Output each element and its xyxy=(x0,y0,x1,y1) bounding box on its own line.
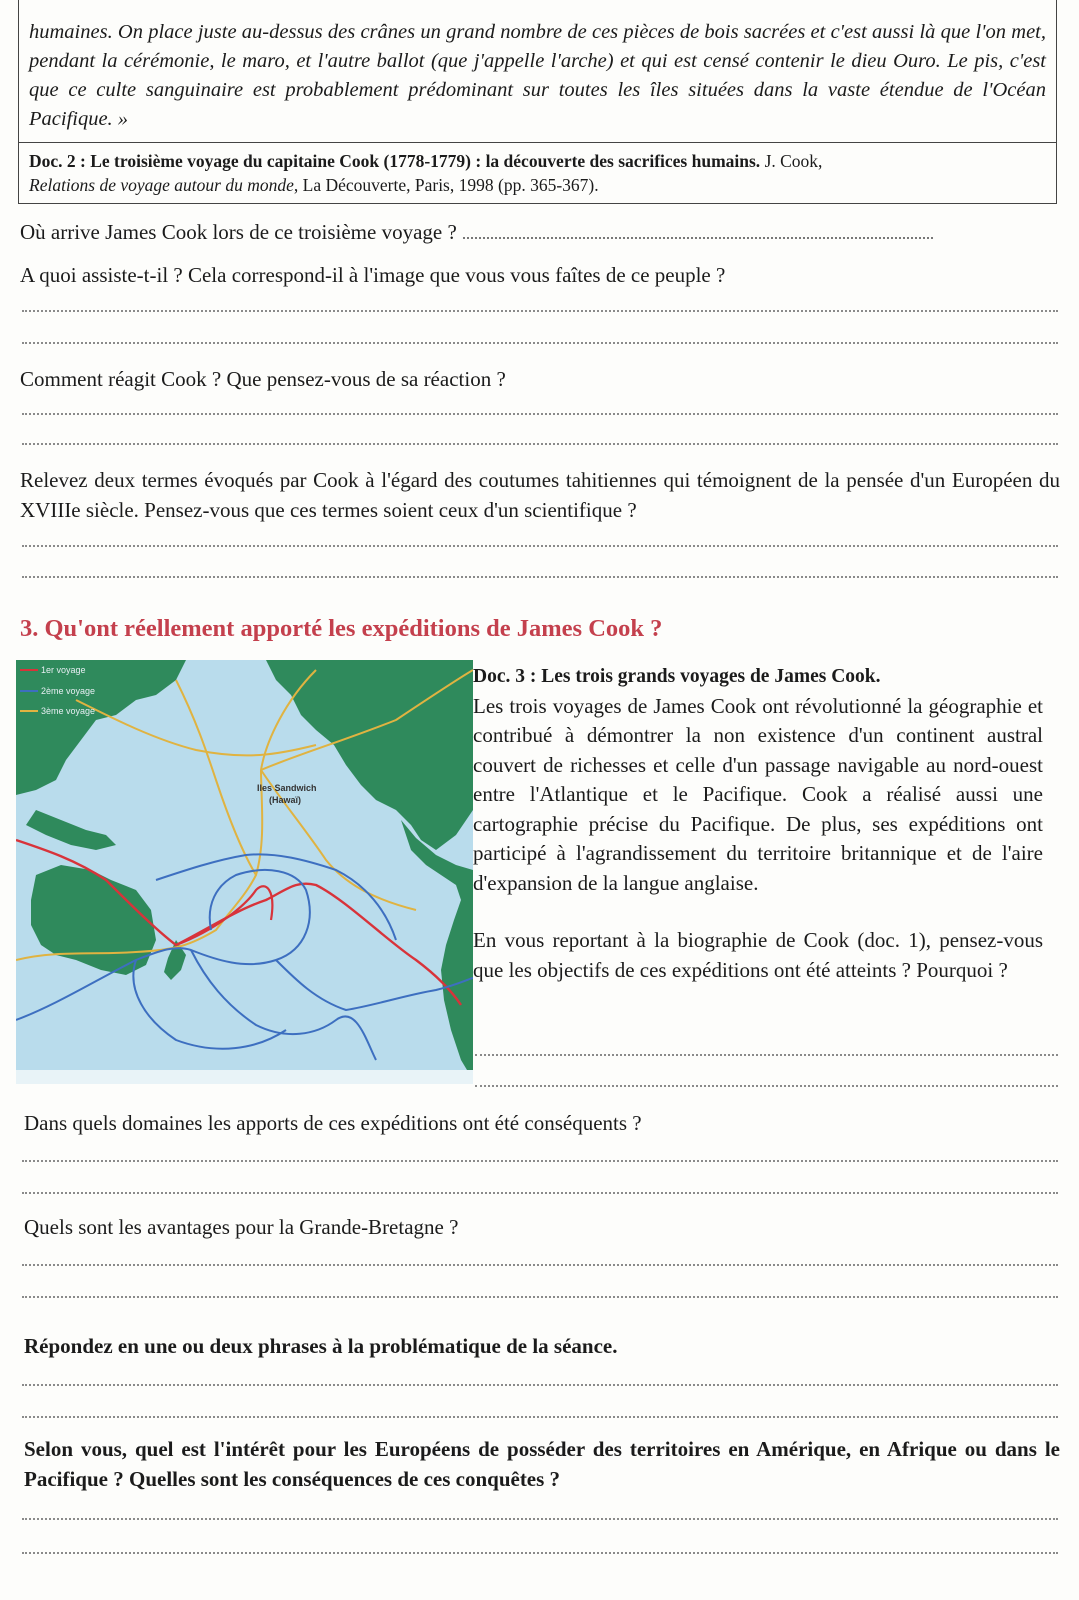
answer-line[interactable] xyxy=(22,1296,1058,1298)
map-label-sandwich: Iles Sandwich xyxy=(257,783,317,793)
map-legend-voyage-3: 3ème voyage xyxy=(41,706,96,716)
section-3-title: 3. Qu'ont réellement apporté les expéditions de James Cook ? xyxy=(20,615,663,642)
question-4: Relevez deux termes évoqués par Cook à l'égard des coutumes tahitiennes qui témoignent de la pensée d'un Européen du XVIIIe siècle. Pensez-vous que ces termes soient ceux d'un scientifique ? xyxy=(20,468,1060,522)
answer-line[interactable] xyxy=(22,1552,1058,1554)
doc2-caption xyxy=(19,142,1056,203)
answer-line[interactable] xyxy=(22,413,1058,415)
answer-line[interactable] xyxy=(475,1054,1058,1056)
answer-line[interactable] xyxy=(22,1416,1058,1418)
question-1-text: Où arrive James Cook lors de ce troisième voyage ? xyxy=(20,220,457,244)
doc2-box xyxy=(18,0,1057,204)
question-1 xyxy=(20,217,1060,247)
answer-line[interactable] xyxy=(22,576,1058,578)
doc2-quote: humaines. On place juste au-dessus des crânes un grand nombre de ces pièces de bois sacrées et c'est aussi là que l'on met, pendant la cérémonie, le maro, et l'autre ballot (que j'appelle l'arche) et qui est censé contenir le dieu Ouro. Le pis, c'est que ce culte sanguinaire est probablement prédominant sur toutes les îles situées dans la vaste étendue de l'Océan Pacifique. » xyxy=(29,21,1046,130)
question-2: A quoi assiste-t-il ? Cela correspond-il à l'image que vous vous faîtes de ce peuple ? xyxy=(20,263,726,287)
answer-line[interactable] xyxy=(22,1160,1058,1162)
doc2-caption-title: Doc. 2 : Le troisième voyage du capitaine Cook (1778-1779) : la découverte des sacrifices humains. xyxy=(29,151,761,171)
map-legend-voyage-1: 1er voyage xyxy=(41,665,86,675)
question-5: Dans quels domaines les apports de ces expéditions ont été conséquents ? xyxy=(24,1111,642,1135)
question-6: Quels sont les avantages pour la Grande-Bretagne ? xyxy=(24,1215,459,1239)
answer-line[interactable] xyxy=(22,1518,1058,1520)
answer-line[interactable] xyxy=(22,1384,1058,1386)
answer-line[interactable] xyxy=(22,310,1058,312)
question-7: Répondez en une ou deux phrases à la problématique de la séance. xyxy=(24,1334,618,1358)
doc3-block xyxy=(473,662,1043,985)
doc2-caption-author: J. Cook, xyxy=(760,151,823,171)
doc3-text: Les trois voyages de James Cook ont révolutionné la géographie et contribué à démontrer la non existence d'un continent austral couvert de richesses et celle d'un passage navigable au nord-ouest entre l'Atlantique et le Pacifique. Cook a réalisé aussi une cartographie précise du Pacifique. De plus, ses expéditions ont participé à l'agrandissement du territoire britannique et de l'aire d'expansion de la langue anglaise. xyxy=(473,693,1043,895)
question-8: Selon vous, quel est l'intérêt pour les Européens de posséder des territoires en Amérique, en Afrique ou dans le Pacifique ? Quelles sont les conséquences de ces conquêtes ? xyxy=(24,1437,1060,1491)
doc3-question: En vous reportant à la biographie de Cook (doc. 1), pensez-vous que les objectifs de ces expéditions ont été atteints ? Pourquoi ? xyxy=(473,928,1043,982)
doc2-caption-publisher: , La Découverte, Paris, 1998 (pp. 365-367). xyxy=(293,175,599,195)
answer-line[interactable] xyxy=(22,545,1058,547)
answer-line[interactable] xyxy=(22,1192,1058,1194)
answer-line-1-inline[interactable] xyxy=(463,237,933,239)
answer-line[interactable] xyxy=(22,1264,1058,1266)
answer-line[interactable] xyxy=(22,443,1058,445)
map-label-hawaii: (Hawaï) xyxy=(269,795,302,805)
cook-voyages-map xyxy=(16,660,473,1084)
doc3-title: Doc. 3 : Les trois grands voyages de James Cook. xyxy=(473,666,881,687)
question-3: Comment réagit Cook ? Que pensez-vous de sa réaction ? xyxy=(20,367,506,391)
answer-line[interactable] xyxy=(22,342,1058,344)
answer-line[interactable] xyxy=(475,1085,1058,1087)
map-legend-voyage-2: 2ème voyage xyxy=(41,686,96,696)
doc2-caption-source: Relations de voyage autour du monde xyxy=(29,175,294,195)
doc3-spacer xyxy=(473,898,1043,926)
